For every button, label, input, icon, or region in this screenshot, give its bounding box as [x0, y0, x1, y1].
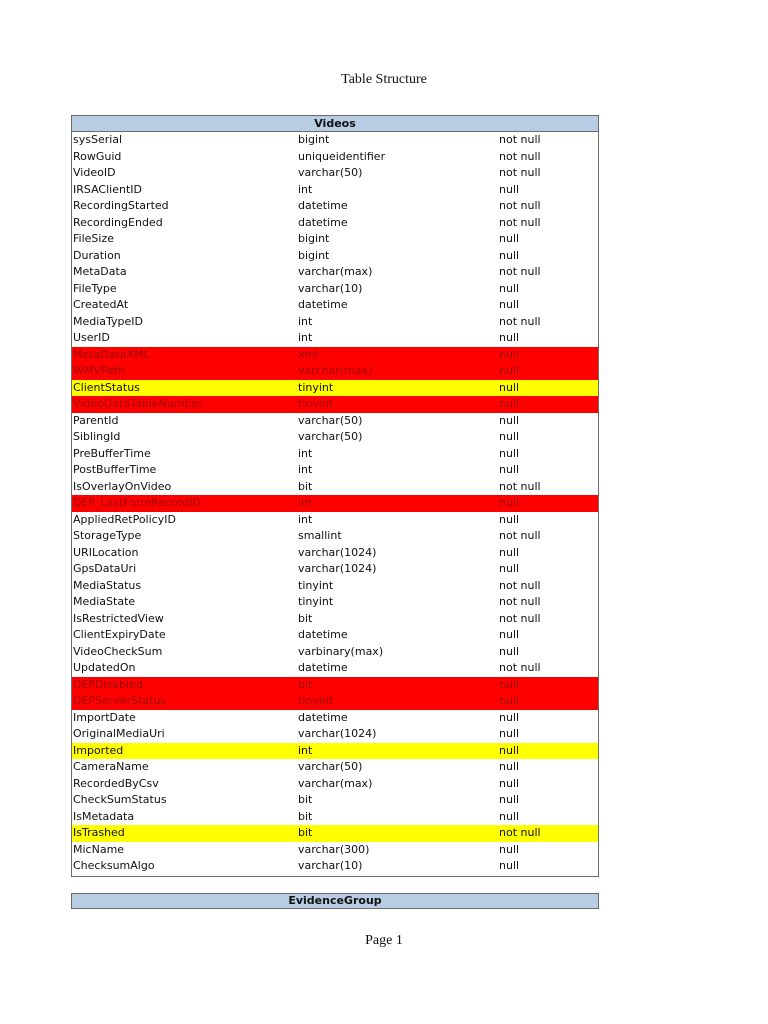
- nullability-cell: null: [499, 710, 520, 724]
- column-name-cell: IsRestrictedView: [73, 611, 164, 625]
- table-row: [72, 809, 598, 826]
- data-type-cell: uniqueidentifier: [298, 149, 386, 163]
- column-name-cell: OriginalMediaUri: [73, 727, 165, 740]
- column-name-cell: RecordedByCsv: [73, 776, 159, 790]
- data-type-cell: datetime: [298, 628, 348, 641]
- column-name-cell: AppliedRetPolicyID: [73, 512, 176, 526]
- column-name-cell: StorageType: [73, 529, 142, 542]
- column-name-cell: Duration: [73, 248, 121, 262]
- data-type-cell: bit: [298, 793, 313, 806]
- table-row: [72, 495, 598, 512]
- column-name-cell: UserID: [73, 331, 110, 344]
- nullability-cell: not null: [499, 529, 541, 542]
- nullability-cell: null: [499, 397, 520, 410]
- data-type-cell: int: [298, 463, 313, 476]
- page-title: Table Structure: [341, 72, 427, 87]
- table-row: [72, 281, 598, 298]
- table-row: [72, 528, 598, 545]
- table-row: [72, 561, 598, 578]
- table-row: [72, 677, 598, 694]
- nullability-cell: not null: [499, 595, 541, 608]
- table-row: [72, 264, 598, 281]
- table-row: [72, 710, 598, 727]
- nullability-cell: not null: [499, 133, 541, 146]
- nullability-cell: null: [499, 727, 520, 740]
- nullability-cell: null: [499, 545, 520, 559]
- table-row: [72, 198, 598, 215]
- data-type-cell: tinyint: [298, 380, 334, 394]
- data-type-cell: varchar(1024): [298, 545, 377, 559]
- nullability-cell: not null: [499, 199, 541, 212]
- nullability-cell: null: [499, 859, 520, 872]
- column-name-cell: ParentId: [73, 413, 119, 427]
- data-type-cell: datetime: [298, 298, 348, 311]
- table-row: [72, 380, 598, 397]
- column-name-cell: RowGuid: [73, 149, 122, 163]
- nullability-cell: null: [499, 413, 520, 427]
- data-type-cell: varchar(50): [298, 413, 363, 427]
- data-type-cell: varchar(max): [298, 364, 373, 377]
- table-row: [72, 479, 598, 496]
- column-name-cell: UpdatedOn: [73, 661, 136, 674]
- column-name-cell: VideoID: [73, 166, 116, 179]
- data-type-cell: tinyint: [298, 397, 334, 410]
- column-name-cell: RecordingEnded: [73, 215, 163, 229]
- column-name-cell: IRSAClientID: [73, 182, 142, 196]
- table-row: [72, 726, 598, 743]
- column-name-cell: MediaState: [73, 595, 136, 608]
- column-name-cell: CheckSumStatus: [73, 793, 167, 806]
- data-type-cell: datetime: [298, 661, 348, 674]
- nullability-cell: not null: [499, 265, 541, 278]
- data-type-cell: varchar(50): [298, 430, 363, 443]
- column-name-cell: RecordingStarted: [73, 199, 169, 212]
- column-name-cell: CameraName: [73, 760, 149, 773]
- nullability-cell: null: [499, 331, 520, 344]
- table-row: [72, 792, 598, 809]
- nullability-cell: null: [499, 628, 520, 641]
- column-name-cell: MediaTypeID: [73, 314, 144, 328]
- nullability-cell: not null: [499, 611, 541, 625]
- table-row: [72, 297, 598, 314]
- data-type-cell: smallint: [298, 529, 342, 542]
- nullability-cell: null: [499, 281, 520, 295]
- table-row: [72, 858, 598, 875]
- nullability-cell: null: [499, 842, 520, 856]
- data-type-cell: bigint: [298, 232, 330, 245]
- table-row: [72, 132, 598, 149]
- table-row: [72, 627, 598, 644]
- nullability-cell: not null: [499, 215, 541, 229]
- nullability-cell: null: [499, 430, 520, 443]
- data-type-cell: varchar(50): [298, 760, 363, 773]
- nullability-cell: null: [499, 182, 520, 196]
- data-type-cell: varbinary(max): [298, 644, 384, 658]
- table-row: [72, 611, 598, 628]
- data-type-cell: varchar(1024): [298, 727, 377, 740]
- table-row: [72, 842, 598, 859]
- column-name-cell: ClientStatus: [73, 380, 140, 394]
- column-name-cell: WMVPath: [73, 364, 126, 377]
- column-name-cell: CreatedAt: [73, 298, 129, 311]
- videos-table: [71, 115, 599, 877]
- data-type-cell: tinyint: [298, 694, 334, 707]
- data-type-cell: bit: [298, 826, 313, 839]
- column-name-cell: DEPServerStatus: [73, 694, 167, 707]
- table-row: [72, 429, 598, 446]
- column-name-cell: IsOverlayOnVideo: [73, 479, 172, 493]
- column-name-cell: VideoDataTableNumber: [73, 397, 203, 410]
- nullability-cell: null: [499, 463, 520, 476]
- nullability-cell: null: [499, 446, 520, 460]
- nullability-cell: null: [499, 677, 520, 691]
- table-body: [72, 132, 598, 875]
- nullability-cell: null: [499, 232, 520, 245]
- nullability-cell: not null: [499, 479, 541, 493]
- nullability-cell: null: [499, 248, 520, 262]
- data-type-cell: varchar(1024): [298, 562, 377, 575]
- nullability-cell: not null: [499, 661, 541, 674]
- data-type-cell: bigint: [298, 248, 330, 262]
- table-row: [72, 594, 598, 611]
- data-type-cell: varchar(10): [298, 281, 363, 295]
- column-name-cell: MediaStatus: [73, 578, 142, 592]
- column-name-cell: ImportDate: [73, 710, 136, 724]
- nullability-cell: null: [499, 809, 520, 823]
- data-type-cell: varchar(300): [298, 842, 370, 856]
- table-row: [72, 693, 598, 710]
- data-type-cell: bit: [298, 479, 313, 493]
- nullability-cell: not null: [499, 149, 541, 163]
- table-row: [72, 644, 598, 661]
- nullability-cell: null: [499, 496, 520, 509]
- data-type-cell: int: [298, 182, 313, 196]
- column-name-cell: Imported: [73, 743, 124, 757]
- nullability-cell: not null: [499, 314, 541, 328]
- table-row: [72, 363, 598, 380]
- table-row: [72, 512, 598, 529]
- page-number: Page 1: [365, 933, 403, 948]
- column-name-cell: MetaDataXML: [73, 347, 150, 361]
- data-type-cell: int: [298, 496, 313, 509]
- column-name-cell: ClientExpiryDate: [73, 628, 166, 641]
- nullability-cell: null: [499, 298, 520, 311]
- data-type-cell: xml: [298, 347, 319, 361]
- table-row: [72, 743, 598, 760]
- table-header: Videos: [72, 116, 598, 132]
- nullability-cell: null: [499, 644, 520, 658]
- table-header: EvidenceGroup: [72, 894, 598, 908]
- data-type-cell: datetime: [298, 199, 348, 212]
- table-row: [72, 759, 598, 776]
- nullability-cell: null: [499, 793, 520, 806]
- nullability-cell: not null: [499, 578, 541, 592]
- data-type-cell: varchar(max): [298, 776, 373, 790]
- data-type-cell: int: [298, 331, 313, 344]
- data-type-cell: tinyint: [298, 578, 334, 592]
- table-row: [72, 182, 598, 199]
- column-name-cell: IsMetadata: [73, 809, 135, 823]
- table-row: [72, 446, 598, 463]
- table-row: [72, 248, 598, 265]
- table-row: [72, 776, 598, 793]
- nullability-cell: null: [499, 512, 520, 526]
- column-name-cell: IsTrashed: [73, 826, 125, 839]
- column-name-cell: ChecksumAlgo: [73, 859, 155, 872]
- evidencegroup-table: [71, 893, 599, 909]
- data-type-cell: datetime: [298, 710, 348, 724]
- data-type-cell: bit: [298, 611, 313, 625]
- nullability-cell: null: [499, 562, 520, 575]
- column-name-cell: URILocation: [73, 545, 139, 559]
- data-type-cell: int: [298, 314, 313, 328]
- column-name-cell: PostBufferTime: [73, 463, 157, 476]
- table-row: [72, 578, 598, 595]
- table-row: [72, 825, 598, 842]
- nullability-cell: null: [499, 776, 520, 790]
- data-type-cell: bigint: [298, 133, 330, 146]
- table-row: [72, 347, 598, 364]
- nullability-cell: not null: [499, 166, 541, 179]
- table-row: [72, 215, 598, 232]
- data-type-cell: int: [298, 512, 313, 526]
- nullability-cell: null: [499, 364, 520, 377]
- data-type-cell: int: [298, 743, 313, 757]
- table-row: [72, 413, 598, 430]
- column-name-cell: VideoCheckSum: [73, 644, 163, 658]
- table-row: [72, 149, 598, 166]
- data-type-cell: varchar(max): [298, 265, 373, 278]
- data-type-cell: datetime: [298, 215, 348, 229]
- table-row: [72, 462, 598, 479]
- column-name-cell: MicName: [73, 842, 125, 856]
- data-type-cell: varchar(10): [298, 859, 363, 872]
- column-name-cell: FileSize: [73, 232, 114, 245]
- data-type-cell: varchar(50): [298, 166, 363, 179]
- nullability-cell: not null: [499, 826, 541, 839]
- data-type-cell: bit: [298, 809, 313, 823]
- table-row: [72, 330, 598, 347]
- table-row: [72, 396, 598, 413]
- nullability-cell: null: [499, 760, 520, 773]
- data-type-cell: tinyint: [298, 595, 334, 608]
- column-name-cell: DEP_LastFormRecordID: [73, 496, 201, 509]
- table-row: [72, 660, 598, 677]
- column-name-cell: PreBufferTime: [73, 446, 151, 460]
- nullability-cell: null: [499, 743, 520, 757]
- nullability-cell: null: [499, 347, 520, 361]
- column-name-cell: MetaData: [73, 265, 127, 278]
- table-row: [72, 314, 598, 331]
- nullability-cell: null: [499, 694, 520, 707]
- data-type-cell: bit: [298, 677, 313, 691]
- column-name-cell: FileType: [73, 281, 117, 295]
- data-type-cell: int: [298, 446, 313, 460]
- column-name-cell: DEPDisabled: [73, 677, 143, 691]
- column-name-cell: sysSerial: [73, 133, 123, 146]
- column-name-cell: GpsDataUri: [73, 562, 137, 575]
- table-row: [72, 231, 598, 248]
- table-row: [72, 165, 598, 182]
- column-name-cell: SiblingId: [73, 430, 121, 443]
- nullability-cell: null: [499, 380, 520, 394]
- table-row: [72, 545, 598, 562]
